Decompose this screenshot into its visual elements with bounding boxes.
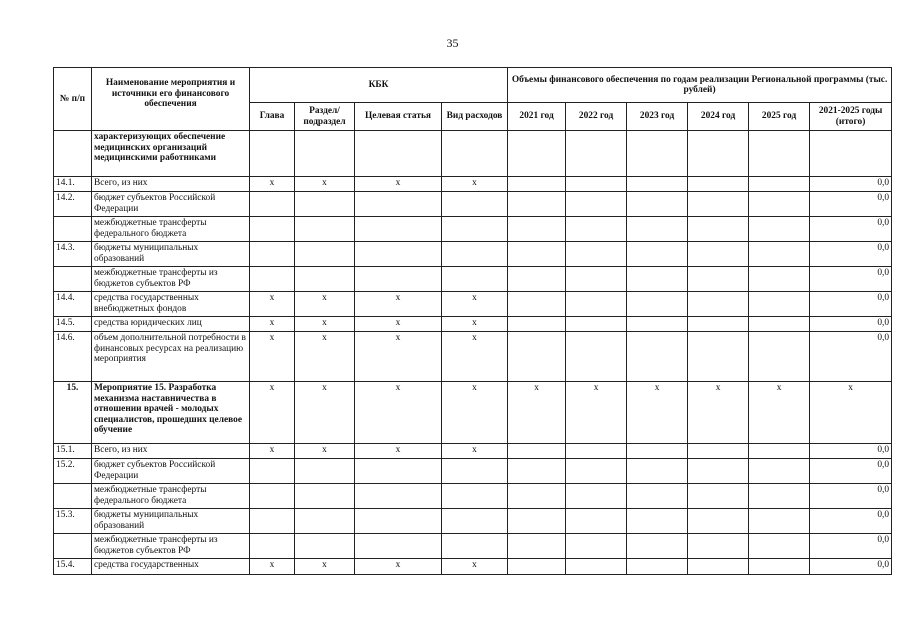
header-sub-cell: 2023 год	[627, 103, 688, 131]
row-value-cell	[566, 242, 627, 267]
row-value-cell	[566, 192, 627, 217]
row-value-cell	[355, 534, 442, 559]
row-value-cell	[508, 267, 566, 292]
row-value-cell	[627, 332, 688, 382]
row-value-cell	[627, 192, 688, 217]
row-name: бюджет субъектов Российской Федерации	[92, 192, 250, 217]
row-value-cell	[627, 217, 688, 242]
row-value-cell	[749, 292, 810, 317]
row-value-cell: x	[355, 317, 442, 332]
row-value-cell	[688, 559, 749, 575]
row-value-cell	[442, 217, 508, 242]
row-number	[54, 267, 92, 292]
page-number: 35	[446, 36, 459, 50]
row-value-cell	[250, 242, 295, 267]
row-value-cell: x	[250, 177, 295, 192]
row-value-cell	[250, 509, 295, 534]
row-total-cell: 0,0	[810, 444, 892, 459]
row-number	[54, 131, 92, 177]
row-value-cell	[688, 484, 749, 509]
row-name: средства государственных внебюджетных фондов	[92, 292, 250, 317]
row-number: 15.3.	[54, 509, 92, 534]
header-row-top	[54, 68, 892, 103]
row-value-cell	[250, 534, 295, 559]
row-value-cell	[627, 131, 688, 177]
row-value-cell	[442, 131, 508, 177]
row-number	[54, 534, 92, 559]
header-kbk: КБК	[250, 68, 508, 103]
row-value-cell	[295, 534, 355, 559]
row-value-cell	[566, 267, 627, 292]
row-value-cell	[749, 317, 810, 332]
row-value-cell	[688, 459, 749, 484]
row-value-cell	[566, 559, 627, 575]
row-value-cell	[355, 484, 442, 509]
row-value-cell	[566, 177, 627, 192]
row-value-cell: x	[442, 382, 508, 444]
row-total-cell: x	[810, 382, 892, 444]
row-value-cell	[250, 459, 295, 484]
header-sub-cell: 2021 год	[508, 103, 566, 131]
table-row	[54, 131, 892, 177]
row-value-cell: x	[295, 177, 355, 192]
row-value-cell	[749, 484, 810, 509]
row-value-cell: x	[749, 382, 810, 444]
row-value-cell	[442, 509, 508, 534]
row-name: Всего, из них	[92, 177, 250, 192]
row-number: 14.5.	[54, 317, 92, 332]
row-value-cell: x	[355, 559, 442, 575]
row-value-cell	[688, 292, 749, 317]
row-value-cell	[508, 192, 566, 217]
row-value-cell	[508, 459, 566, 484]
row-name: межбюджетные трансферты из бюджетов субъектов РФ	[92, 534, 250, 559]
row-value-cell	[749, 242, 810, 267]
table-row	[54, 292, 892, 317]
row-value-cell	[355, 459, 442, 484]
row-value-cell	[749, 559, 810, 575]
row-total-cell: 0,0	[810, 484, 892, 509]
row-name: Всего, из них	[92, 444, 250, 459]
row-value-cell	[442, 484, 508, 509]
row-value-cell: x	[250, 317, 295, 332]
row-value-cell: x	[442, 292, 508, 317]
row-value-cell	[688, 177, 749, 192]
row-number: 14.3.	[54, 242, 92, 267]
row-value-cell	[295, 459, 355, 484]
row-value-cell: x	[295, 444, 355, 459]
header-num: № п/п	[54, 68, 92, 131]
row-value-cell	[508, 484, 566, 509]
row-value-cell	[749, 192, 810, 217]
row-value-cell: x	[508, 382, 566, 444]
row-value-cell	[749, 459, 810, 484]
row-value-cell	[508, 217, 566, 242]
row-value-cell	[627, 177, 688, 192]
row-value-cell	[508, 177, 566, 192]
row-total-cell: 0,0	[810, 292, 892, 317]
row-value-cell: x	[250, 332, 295, 382]
row-value-cell	[250, 131, 295, 177]
row-value-cell: x	[250, 382, 295, 444]
row-value-cell	[566, 131, 627, 177]
row-value-cell	[749, 332, 810, 382]
row-name: средства государственных	[92, 559, 250, 575]
row-value-cell	[295, 509, 355, 534]
row-name: межбюджетные трансферты федерального бюджета	[92, 484, 250, 509]
row-value-cell: x	[355, 177, 442, 192]
row-value-cell	[688, 509, 749, 534]
row-value-cell	[508, 292, 566, 317]
row-value-cell: x	[250, 559, 295, 575]
row-value-cell: x	[442, 332, 508, 382]
row-value-cell	[627, 559, 688, 575]
row-value-cell: x	[355, 292, 442, 317]
row-value-cell	[508, 444, 566, 459]
row-value-cell	[508, 534, 566, 559]
row-value-cell	[508, 131, 566, 177]
row-value-cell	[688, 242, 749, 267]
row-total-cell: 0,0	[810, 242, 892, 267]
row-value-cell	[566, 534, 627, 559]
header-sub-cell: 2024 год	[688, 103, 749, 131]
row-total-cell: 0,0	[810, 192, 892, 217]
row-value-cell	[627, 484, 688, 509]
row-value-cell	[688, 131, 749, 177]
budget-table	[53, 67, 892, 575]
row-name: бюджет субъектов Российской Федерации	[92, 459, 250, 484]
row-value-cell	[355, 217, 442, 242]
row-value-cell	[250, 484, 295, 509]
row-value-cell	[355, 131, 442, 177]
row-value-cell	[688, 534, 749, 559]
row-value-cell	[688, 444, 749, 459]
row-value-cell	[295, 242, 355, 267]
row-name: бюджеты муниципальных образований	[92, 242, 250, 267]
header-sub-cell: Вид расходов	[442, 103, 508, 131]
row-value-cell	[442, 267, 508, 292]
row-value-cell	[627, 509, 688, 534]
row-value-cell	[688, 217, 749, 242]
row-value-cell: x	[627, 382, 688, 444]
row-value-cell	[627, 292, 688, 317]
row-value-cell: x	[442, 317, 508, 332]
row-value-cell	[355, 267, 442, 292]
row-total-cell: 0,0	[810, 267, 892, 292]
row-value-cell	[688, 192, 749, 217]
row-value-cell: x	[295, 559, 355, 575]
row-value-cell	[566, 444, 627, 459]
row-value-cell	[749, 131, 810, 177]
row-value-cell: x	[355, 444, 442, 459]
row-number: 14.4.	[54, 292, 92, 317]
table-row	[54, 242, 892, 267]
row-value-cell: x	[355, 382, 442, 444]
row-number	[54, 484, 92, 509]
row-value-cell	[749, 509, 810, 534]
header-name: Наименование мероприятия и источники его финансового обеспечения	[92, 68, 250, 131]
row-value-cell	[355, 242, 442, 267]
row-total-cell: 0,0	[810, 534, 892, 559]
row-value-cell	[250, 267, 295, 292]
row-value-cell	[508, 242, 566, 267]
table-row	[54, 192, 892, 217]
row-value-cell	[749, 177, 810, 192]
row-value-cell	[250, 192, 295, 217]
row-number: 15.4.	[54, 559, 92, 575]
header-sub-cell: Глава	[250, 103, 295, 131]
row-value-cell	[442, 534, 508, 559]
row-total-cell: 0,0	[810, 459, 892, 484]
row-value-cell	[355, 192, 442, 217]
row-number	[54, 217, 92, 242]
row-name: характеризующих обеспечение медицинских организаций медицинскими работниками	[92, 131, 250, 177]
row-value-cell	[295, 267, 355, 292]
header-volumes: Объемы финансового обеспечения по годам реализации Региональной программы (тыс. рублей)	[508, 68, 892, 103]
table-row	[54, 509, 892, 534]
row-value-cell	[566, 509, 627, 534]
row-value-cell	[250, 217, 295, 242]
row-value-cell: x	[295, 292, 355, 317]
row-value-cell	[442, 242, 508, 267]
row-value-cell	[749, 534, 810, 559]
row-value-cell: x	[250, 292, 295, 317]
row-number: 15.2.	[54, 459, 92, 484]
row-value-cell	[295, 217, 355, 242]
row-total-cell	[810, 131, 892, 177]
row-value-cell	[566, 332, 627, 382]
row-total-cell: 0,0	[810, 509, 892, 534]
header-sub-cell: 2021-2025 годы (итого)	[810, 103, 892, 131]
row-value-cell	[442, 459, 508, 484]
header-sub-cell: Целевая статья	[355, 103, 442, 131]
row-name: средства юридических лиц	[92, 317, 250, 332]
table-row	[54, 459, 892, 484]
row-total-cell: 0,0	[810, 332, 892, 382]
row-name: бюджеты муниципальных образований	[92, 509, 250, 534]
row-number: 14.1.	[54, 177, 92, 192]
row-value-cell	[749, 444, 810, 459]
table-body	[54, 131, 892, 575]
row-number: 15.1.	[54, 444, 92, 459]
row-value-cell: x	[295, 332, 355, 382]
table-row	[54, 534, 892, 559]
row-value-cell	[295, 484, 355, 509]
table-row	[54, 267, 892, 292]
row-total-cell: 0,0	[810, 317, 892, 332]
row-number: 14.6.	[54, 332, 92, 382]
row-name: Мероприятие 15. Разработка механизма наставничества в отношении врачей - молодых специалистов, прошедших целевое обучение	[92, 382, 250, 444]
row-total-cell: 0,0	[810, 559, 892, 575]
table-row	[54, 444, 892, 459]
row-value-cell	[508, 317, 566, 332]
row-value-cell: x	[566, 382, 627, 444]
row-value-cell	[508, 509, 566, 534]
row-number: 14.2.	[54, 192, 92, 217]
row-value-cell	[566, 317, 627, 332]
table-row	[54, 317, 892, 332]
table-row	[54, 382, 892, 444]
row-name: межбюджетные трансферты из бюджетов субъектов РФ	[92, 267, 250, 292]
row-value-cell	[566, 217, 627, 242]
table-row	[54, 217, 892, 242]
row-name: межбюджетные трансферты федерального бюджета	[92, 217, 250, 242]
header-sub-cell: 2022 год	[566, 103, 627, 131]
row-value-cell: x	[295, 317, 355, 332]
row-value-cell	[508, 559, 566, 575]
row-value-cell	[688, 332, 749, 382]
table-row	[54, 177, 892, 192]
row-value-cell	[627, 317, 688, 332]
row-value-cell	[627, 267, 688, 292]
row-value-cell	[627, 242, 688, 267]
table-row	[54, 484, 892, 509]
row-value-cell	[627, 534, 688, 559]
row-value-cell: x	[250, 444, 295, 459]
row-value-cell	[295, 131, 355, 177]
row-value-cell	[749, 267, 810, 292]
row-value-cell	[566, 459, 627, 484]
header-sub-cell: 2025 год	[749, 103, 810, 131]
row-value-cell: x	[295, 382, 355, 444]
row-value-cell: x	[688, 382, 749, 444]
row-value-cell	[442, 192, 508, 217]
header-sub-cell: Раздел/ подраздел	[295, 103, 355, 131]
row-value-cell	[508, 332, 566, 382]
row-total-cell: 0,0	[810, 217, 892, 242]
row-value-cell	[566, 292, 627, 317]
row-number: 15.	[54, 382, 92, 444]
row-value-cell: x	[355, 332, 442, 382]
row-value-cell	[627, 444, 688, 459]
row-value-cell	[688, 317, 749, 332]
table-row	[54, 559, 892, 575]
row-value-cell: x	[442, 559, 508, 575]
row-name: объем дополнительной потребности в финансовых ресурсах на реализацию мероприятия	[92, 332, 250, 382]
table-row	[54, 332, 892, 382]
row-value-cell	[566, 484, 627, 509]
row-value-cell: x	[442, 444, 508, 459]
row-value-cell: x	[442, 177, 508, 192]
row-value-cell	[749, 217, 810, 242]
row-value-cell	[355, 509, 442, 534]
row-value-cell	[295, 192, 355, 217]
row-value-cell	[627, 459, 688, 484]
row-total-cell: 0,0	[810, 177, 892, 192]
row-value-cell	[688, 267, 749, 292]
